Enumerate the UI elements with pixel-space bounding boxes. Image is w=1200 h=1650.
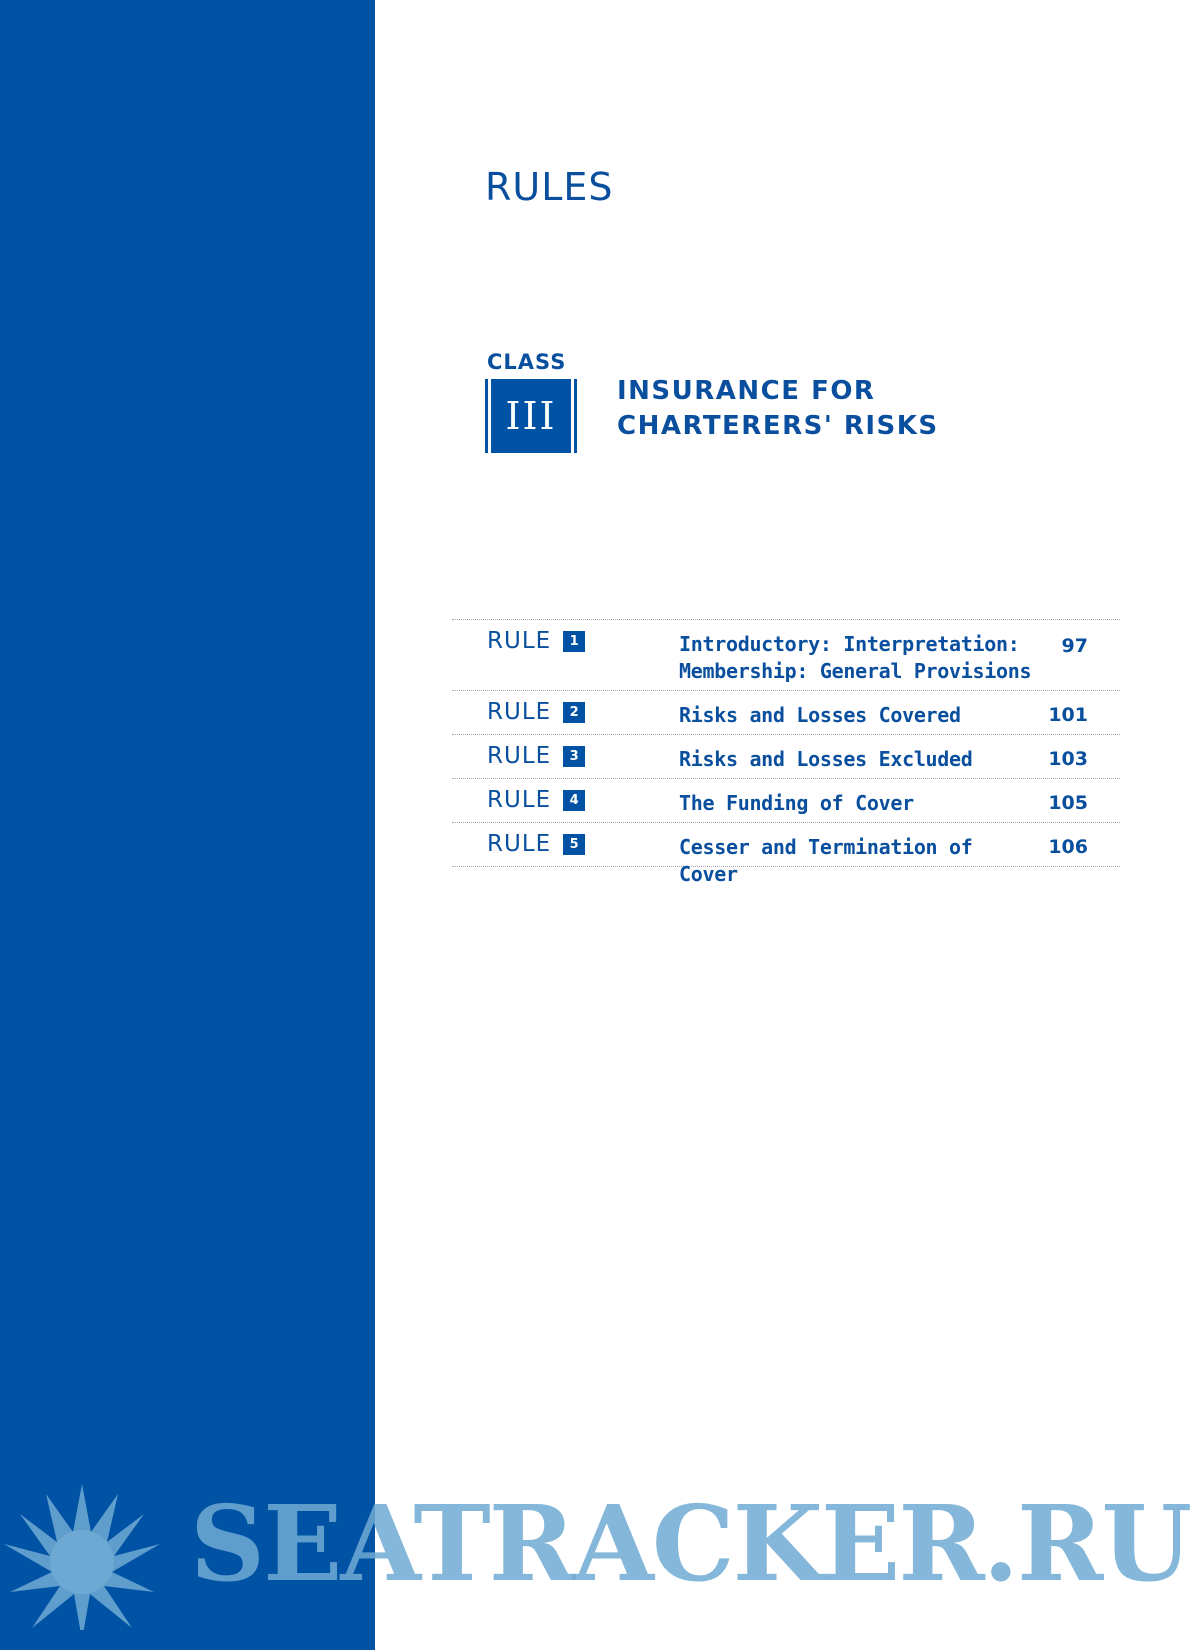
rule-title-line-2: Membership: General Provisions <box>679 659 1032 683</box>
rule-label <box>487 630 585 653</box>
class-numeral-box <box>485 379 577 453</box>
rule-page-number: 106 <box>1048 836 1088 858</box>
watermark-text: SEATRACKER.RU <box>190 1482 1191 1605</box>
rule-title[interactable]: Risks and Losses Excluded <box>679 747 973 771</box>
rule-number-badge: 4 <box>563 790 585 811</box>
toc-row-rule-2[interactable] <box>452 691 1120 735</box>
rule-number-badge: 1 <box>563 631 585 652</box>
rule-label <box>487 745 585 768</box>
rule-title-line-1: Introductory: Interpretation: <box>679 632 1020 656</box>
rule-word: RULE <box>487 743 552 769</box>
rule-label <box>487 833 585 856</box>
rule-number-badge: 5 <box>563 834 585 855</box>
rule-word: RULE <box>487 699 552 725</box>
rule-title[interactable]: The Funding of Cover <box>679 791 914 815</box>
rule-number-badge: 2 <box>563 702 585 723</box>
page-title: RULES <box>485 165 614 209</box>
toc-row-rule-4[interactable] <box>452 779 1120 823</box>
rule-word: RULE <box>487 787 552 813</box>
rule-title[interactable]: Cesser and Termination of Cover <box>679 835 973 886</box>
toc-row-rule-5[interactable] <box>452 823 1120 886</box>
class-title <box>617 374 939 444</box>
rule-page-number: 97 <box>1061 635 1088 657</box>
rule-word: RULE <box>487 831 552 857</box>
rule-page-number: 101 <box>1048 704 1088 726</box>
class-title-line-1: INSURANCE FOR <box>617 376 876 406</box>
rule-number-badge: 3 <box>563 746 585 767</box>
class-badge <box>485 352 575 453</box>
rule-label <box>487 789 585 812</box>
rule-label <box>487 701 585 724</box>
table-of-contents <box>452 619 1120 886</box>
sun-burst-icon <box>4 1484 160 1630</box>
rule-page-number: 105 <box>1048 792 1088 814</box>
toc-row-rule-3[interactable] <box>452 735 1120 779</box>
toc-row-rule-1[interactable] <box>452 620 1120 691</box>
rule-title[interactable]: Risks and Losses Covered <box>679 703 961 727</box>
sidebar-band <box>0 0 375 1650</box>
rule-word: RULE <box>487 628 552 654</box>
class-numeral: III <box>505 394 557 438</box>
rule-page-number: 103 <box>1048 748 1088 770</box>
class-title-line-2: CHARTERERS' RISKS <box>617 411 939 441</box>
rule-title[interactable] <box>679 631 1039 685</box>
class-label: CLASS <box>487 350 567 374</box>
